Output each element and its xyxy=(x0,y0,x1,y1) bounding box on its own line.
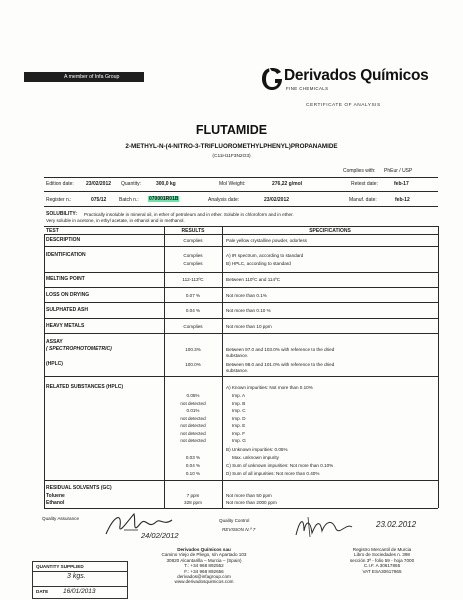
spec-toluene: Not more than 50 ppm xyxy=(226,493,272,498)
spec-known-impurities: A) Known impurities: Not more than 0.10% xyxy=(226,384,313,390)
quantity-supplied-stamp xyxy=(32,561,128,599)
test-assay-hplc: (HPLC) xyxy=(46,361,63,367)
registry-line-5: VAT ESA30617865 xyxy=(362,568,402,574)
company-phone: T.: +34 968 892552 xyxy=(184,563,224,569)
spec-loss-on-drying: Not more than 0.1% xyxy=(226,292,267,298)
result-sum-unknown: 0.04 % xyxy=(185,463,201,468)
qc-date: 23.02.2012 xyxy=(376,520,417,529)
chemical-name: 2-METHYL-N-(4-NITRO-3-TRIFLUOROMETHYLPHENYL)PROPANAMIDE xyxy=(125,143,338,150)
result-imp-b: not detected xyxy=(180,400,206,406)
complies-label: Complies with: xyxy=(343,168,376,174)
result-imp-c: 0.01% xyxy=(186,408,200,413)
spec-identification-ir: A) IR spectrum, according to standard xyxy=(226,253,304,258)
result-assay-hplc: 100.0% xyxy=(185,361,201,367)
col-results-header: RESULTS xyxy=(181,227,205,234)
result-max-unknown: 0.03 % xyxy=(185,455,201,460)
result-melting-point: 112-113ºC xyxy=(182,276,204,282)
edition-value: 23/02/2012 xyxy=(86,181,112,187)
brand-subtitle: FINE CHEMICALS xyxy=(286,86,329,91)
stamp-date-value: 16/01/2013 xyxy=(63,588,96,595)
result-assay-spectro: 100.3% xyxy=(185,346,201,352)
revision-number: REVISION N.º 7 xyxy=(222,527,256,532)
spec-max-unknown: Max. unknown impurity xyxy=(232,455,279,460)
register-value: 075/12 xyxy=(91,197,107,203)
molweight-label: Mol Weight: xyxy=(219,181,246,187)
test-description: DESCRIPTION xyxy=(46,237,81,243)
retest-value: feb-17 xyxy=(394,181,409,187)
molweight-value: 276,22 g/mol xyxy=(272,181,303,187)
company-street: Camino Viejo de Pliego, s/n Apartado 103 xyxy=(161,552,247,558)
spec-sulphated-ash: Not more than 0.10 % xyxy=(226,307,271,313)
complies-value: PhEur / USP xyxy=(384,168,413,174)
quantity-label: Quantity: xyxy=(121,181,142,187)
result-imp-f: not detected xyxy=(180,430,206,436)
solvent-toluene-label: Toluene xyxy=(46,492,65,499)
result-loss-on-drying: 0.07 % xyxy=(185,292,201,298)
solvent-ethanol-label: Ethanol xyxy=(46,499,65,506)
spec-assay-spectro-1: Between 97.0 and 103.0% with reference to the dried xyxy=(226,346,335,352)
batch-label: Batch n.: xyxy=(119,197,139,203)
company-website: www.derivadosquimicos.com xyxy=(174,579,234,585)
imp-d-label: Imp. D xyxy=(232,415,246,421)
registry-info xyxy=(322,547,442,574)
spec-sum-unknown: C) Sum of unknown impurities: Not more than 0.10% xyxy=(226,463,334,468)
batch-value: 070001R01B xyxy=(149,196,179,202)
manuf-value: feb-12 xyxy=(395,197,410,203)
test-loss-on-drying: LOSS ON DRYING xyxy=(46,292,90,298)
solubility-label: SOLUBILITY: xyxy=(46,211,78,217)
spec-assay-hplc-1: Between 98.0 and 101.0% with reference to the dried xyxy=(226,361,335,367)
stamp-date-label: DATE xyxy=(36,588,49,594)
company-city: 30820 Alcantarilla – Murcia – (Spain) xyxy=(166,557,242,563)
test-assay: ASSAY xyxy=(46,339,63,345)
qa-label: Quality Assurance xyxy=(42,516,80,521)
imp-b-label: Imp. B xyxy=(232,400,246,406)
company-fax: F.: +34 968 892656 xyxy=(184,568,224,574)
registry-line-3: sección 3ª - folio 59 - hoja 7000 xyxy=(349,557,415,563)
brand-name: Derivados Químicos xyxy=(284,67,429,84)
result-toluene: 7 ppm xyxy=(186,493,200,498)
molecular-formula: (C11H11F3N2O3) xyxy=(212,154,251,159)
edition-label: Edition date: xyxy=(46,181,74,187)
register-label: Register n.: xyxy=(46,197,72,203)
spec-heavy-metals: Not more than 10 ppm xyxy=(226,323,272,329)
imp-f-label: Imp. F xyxy=(232,430,246,436)
analysis-value: 23/02/2012 xyxy=(264,197,290,203)
result-sum-all: 0.10 % xyxy=(185,471,201,476)
spec-melting-point: Between 110ºC and 114ºC xyxy=(226,276,281,282)
document-type: CERTIFICATE OF ANALYSIS xyxy=(306,103,381,108)
registry-line-2: Libro de Sociedades n. 398 xyxy=(354,552,410,558)
col-specs-header: SPECIFICATIONS xyxy=(309,227,351,234)
result-sulphated-ash: 0.04 % xyxy=(185,307,201,313)
imp-g-label: Imp. G xyxy=(232,438,246,443)
qc-label: Quality Control xyxy=(219,518,250,523)
company-email: derivados@infagroup.com xyxy=(177,574,231,580)
result-heavy-metals: Complies xyxy=(183,323,203,329)
qa-date: 24/02/2012 xyxy=(141,531,179,540)
infa-group-banner: A member of Infa Group xyxy=(24,72,144,82)
registry-line-1: Registro Mercantil de Murcia xyxy=(352,547,412,552)
result-imp-a: 0.05% xyxy=(186,393,200,398)
spec-unknown-impurities: B) Unknown impurities: 0.05% xyxy=(226,447,288,452)
test-residual-solvents: RESIDUAL SOLVENTS (GC) xyxy=(46,485,112,491)
result-imp-e: not detected xyxy=(180,423,206,428)
result-identification-ir: Complies xyxy=(183,253,203,258)
imp-c-label: Imp. C xyxy=(232,408,246,413)
spec-assay-spectro-2: substance. xyxy=(226,352,249,358)
analysis-label: Analysis date: xyxy=(208,197,240,203)
result-imp-d: not detected xyxy=(180,415,206,421)
product-name: FLUTAMIDE xyxy=(195,123,268,137)
registry-line-4: C.I.F. A 30617865 xyxy=(363,563,401,569)
stamp-quantity: 3 kgs. xyxy=(67,572,86,580)
test-identification: IDENTIFICATION xyxy=(46,252,86,258)
solubility-line2: Very soluble in acetone, in ethyl acetate, in ethanol and in methanol. xyxy=(46,218,185,223)
result-description: Complies xyxy=(183,237,203,243)
result-identification-hplc: Complies xyxy=(183,261,203,266)
company-address xyxy=(144,547,264,585)
solubility-line1: Practically insoluble in mineral oil, in ether of petroleum and in ether. Soluble in chloroform and in ether. xyxy=(84,211,294,217)
spec-description: Pale yellow crystalline powder, odorless xyxy=(226,237,307,243)
manuf-label: Manuf. date: xyxy=(349,197,377,203)
spec-identification-hplc: B) HPLC, according to standard xyxy=(226,261,291,266)
imp-a-label: Imp. A xyxy=(232,393,246,398)
test-assay-spectro: ( SPECTROPHOTOMETRIC) xyxy=(46,346,112,352)
test-melting-point: MELTING POINT xyxy=(46,276,85,282)
company-name: Derivados Químicos sau xyxy=(177,547,231,552)
col-test-header: TEST xyxy=(46,227,59,234)
retest-label: Retest date: xyxy=(351,181,378,187)
result-imp-g: not detected xyxy=(180,438,206,443)
qc-signature-icon xyxy=(292,513,372,541)
test-heavy-metals: HEAVY METALS xyxy=(46,323,85,329)
result-ethanol: 328 ppm xyxy=(184,500,202,505)
spec-ethanol: Not more than 2000 ppm xyxy=(226,500,277,505)
derivados-logo-icon xyxy=(260,66,284,92)
test-related-substances: RELATED SUBSTANCES (HPLC) xyxy=(46,384,124,390)
imp-e-label: Imp. E xyxy=(232,423,246,428)
spec-assay-hplc-2: substance. xyxy=(226,367,249,373)
spec-sum-all: D) Sum of all impurities: Not more than 0.40% xyxy=(226,471,320,476)
test-sulphated-ash: SULPHATED ASH xyxy=(46,307,88,313)
quantity-value: 300,0 kg xyxy=(156,181,176,187)
stamp-title: QUANTITY SUPPLIED xyxy=(36,563,84,569)
